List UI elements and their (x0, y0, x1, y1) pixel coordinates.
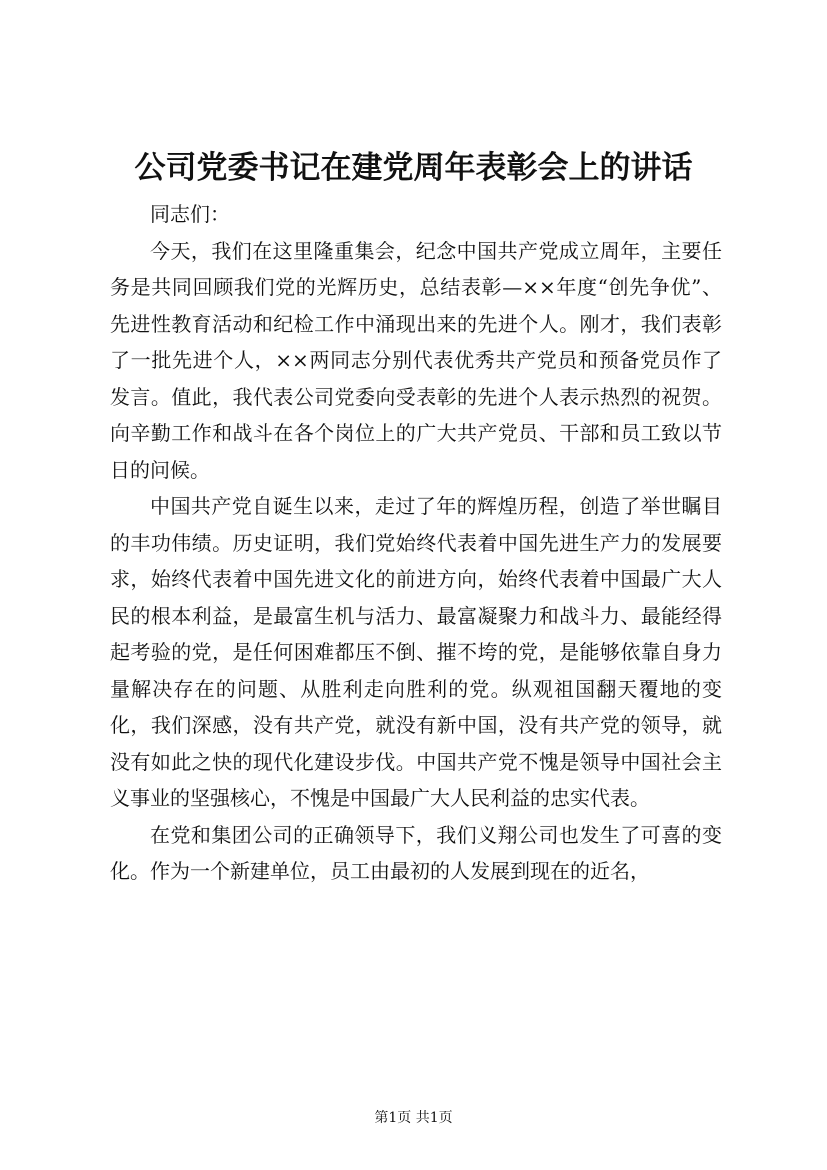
paragraph-2: 中国共产党自诞生以来，走过了年的辉煌历程，创造了举世瞩目的丰功伟绩。历史证明，我们党始终代表着中国先进生产力的发展要求，始终代表着中国先进文化的前进方向，始终代表着中国最广大人民的根本利益，是最富生机与活力、最富凝聚力和战斗力、最能经得起考验的党，是任何困难都压不倒、摧不垮的党，是能够依靠自身力量解决存在的问题、从胜利走向胜利的党。纵观祖国翻天覆地的变化，我们深感，没有共产党，就没有新中国，没有共产党的领导，就没有如此之快的现代化建设步伐。中国共产党不愧是领导中国社会主义事业的坚强核心，不愧是中国最广大人民利益的忠实代表。 (110, 494, 722, 810)
paragraph-3: 在党和集团公司的正确领导下，我们义翔公司也发生了可喜的变化。作为一个新建单位，员工由最初的人发展到现在的近名， (110, 822, 722, 883)
salutation: 同志们： (150, 202, 230, 226)
paragraph-1: 今天，我们在这里隆重集会，纪念中国共产党成立周年，主要任务是共同回顾我们党的光辉历史，总结表彰—××年度“创先争优”、先进性教育活动和纪检工作中涌现出来的先进个人。刚才，我们表彰了一批先进个人，××两同志分别代表优秀共产党员和预备党员作了发言。值此，我代表公司党委向受表彰的先进个人表示热烈的祝贺。向辛勤工作和战斗在各个岗位上的广大共产党员、干部和员工致以节日的问候。 (110, 238, 722, 482)
document-title: 公司党委书记在建党周年表彰会上的讲话 (134, 150, 693, 186)
document-body (110, 196, 722, 890)
page-footer: 第1页 共1页 (374, 1110, 453, 1126)
